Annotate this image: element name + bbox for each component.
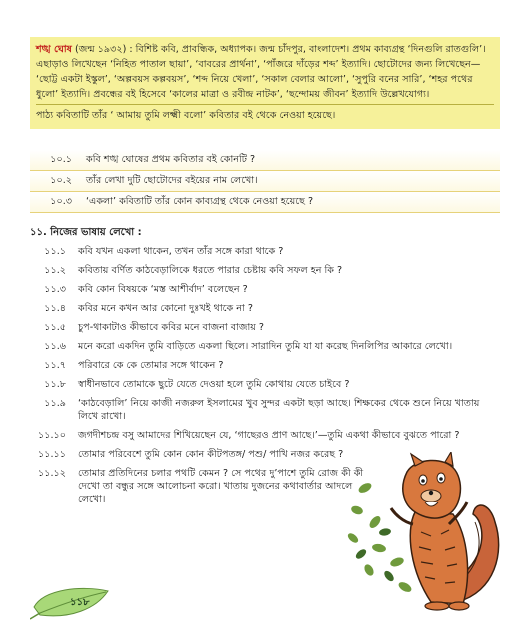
biography-box	[30, 37, 500, 129]
question-text: তোমার পরিবেশে তুমি কোন কোন কীটপতঙ্গ/ পশু/ পাখি নজর করেছ ?	[78, 449, 344, 460]
biography-body: (জন্ম ১৯৩২) : বিশিষ্ট কবি, প্রাবন্ধিক, অধ্যাপক। জন্ম চাঁদপুর, বাংলাদেশ। প্রথম কাব্যগ্রন্থ ‘দিনগুলি রাতগুলি’। এছাড়াও লিখেছেন ‘নিহিত পাতাল ছায়া’, ‘বাবরের প্রার্থনা’, ‘পাঁজরে দাঁড়ের শব্দ’ ইত্যাদি। ছোটোদের জন্য লিখেছেন— ‘ছোট্ট একটা ইস্কুল’, ‘অল্পবয়স কল্পবয়স’, ‘শব্দ নিয়ে খেলা’, ‘সকাল বেলার আলো’, ‘সুপুরি বনের সারি’, ‘শহর পথের ধুলো’ ইত্যাদি। প্রবন্ধের বই হিসেবে ‘কালের মাত্রা ও রবীন্দ্র নাটক’, ‘ছন্দোময় জীবন’ ইত্যাদি উল্লেখযোগ্য।	[36, 44, 486, 100]
question-number: ১০.২	[50, 174, 72, 186]
question-text: কবি কোন বিষয়কে ‘মস্ত আশীর্বাদ’ বলেছেন ?	[78, 284, 248, 295]
question-number: ১১.১০	[38, 430, 66, 441]
question-item	[30, 340, 500, 353]
section-heading: ১১. নিজের ভাষায় লেখো :	[30, 227, 142, 238]
question-item	[30, 378, 500, 391]
question-number: ১১.১১	[38, 449, 66, 460]
source-divider	[36, 104, 494, 105]
question-text: মনে করো একদিন তুমি বাড়িতে একলা ছিলে। সারাদিন তুমি যা যা করেছ দিনলিপির আকারে লেখো।	[78, 341, 453, 352]
question-item	[30, 245, 500, 258]
question-number: ১১.৮	[44, 379, 66, 390]
question-number: ১১.৪	[44, 303, 66, 314]
question-item	[30, 448, 370, 461]
question-row	[30, 192, 500, 213]
question-item	[30, 264, 500, 277]
question-number: ১১.৭	[44, 360, 66, 371]
question-item	[30, 467, 370, 506]
question-text: তোমার প্রতিদিনের চলার পথটি কেমন ? সে পথের দু’পাশে তুমি রোজ কী কী দেখো তা বন্ধুর সঙ্গে আলোচনা করো। খাতায় দুজনের কথাবার্তার আদলে লেখো।	[78, 468, 364, 505]
question-text: কবি শঙ্খ ঘোষের প্রথম কবিতার বই কোনটি ?	[86, 153, 256, 165]
question-text: পরিবারে কে কে তোমার সঙ্গে থাকেন ?	[78, 360, 224, 371]
question-number: ১১.১	[44, 246, 66, 257]
question-number: ১০.১	[50, 153, 72, 165]
question-item	[30, 302, 500, 315]
question-item	[30, 359, 500, 372]
question-text: তাঁর লেখা দুটি ছোটোদের বইয়ের নাম লেখো।	[86, 174, 258, 186]
question-number: ১১.৩	[44, 284, 66, 295]
question-row	[30, 171, 500, 192]
question-text: কবির মনে কখন আর কোনো দুঃখই থাকে না ?	[78, 303, 253, 314]
question-text: স্বাধীনভাবে তোমাকে ছুটে যেতে দেওয়া হলে তুমি কোথায় যেতে চাইবে ?	[78, 379, 350, 390]
question-item	[30, 429, 500, 442]
poet-name: শঙ্খ ঘোষ	[36, 44, 72, 55]
question-text: কবিতায় বর্ণিত কাঠবেড়ালিকে ধরতে পারার চেষ্টায় কবি সফল হন কি ?	[78, 265, 343, 276]
question-10-list	[30, 150, 500, 213]
question-number: ১১.৬	[44, 341, 66, 352]
question-text: ‘একলা’ কবিতাটি তাঁর কোন কাব্যগ্রন্থ থেকে নেওয়া হয়েছে ?	[86, 195, 314, 207]
question-number: ১১.৯	[44, 398, 66, 409]
question-number: ১১.২	[44, 265, 66, 276]
page-number: ১১৮	[70, 597, 90, 608]
question-item	[30, 283, 500, 296]
question-number: ১০.৩	[50, 195, 72, 207]
squirrel-illustration	[345, 452, 505, 620]
source-note: পাঠ্য কবিতাটি তাঁর ‘ আমায় তুমি লক্ষ্মী বলো’ কবিতার বই থেকে নেওয়া হয়েছে।	[36, 110, 336, 121]
page-number-leaf	[30, 585, 112, 621]
biography-text	[36, 42, 494, 102]
question-row	[30, 150, 500, 171]
question-11-list	[30, 245, 480, 512]
question-item	[30, 321, 500, 334]
question-text: চুপ-থাকাটাও কীভাবে কবির মনে বাজনা বাজায় ?	[78, 322, 265, 333]
question-number: ১১.১২	[38, 468, 66, 479]
question-text: ‘কাঠবেড়ালি’ নিয়ে কাজী নজরুল ইসলামের খুব সুন্দর একটা ছড়া আছে। শিক্ষকের থেকে শুনে নিয়ে খাতায় লিখে রাখো।	[78, 398, 480, 422]
question-text: জগদীশচন্দ্র বসু আমাদের শিখিয়েছেন যে, ‘গাছেরও প্রাণ আছে।’—তুমি একথা কীভাবে বুঝতে পারো ?	[78, 430, 460, 441]
question-item	[30, 397, 500, 423]
question-number: ১১.৫	[44, 322, 66, 333]
question-text: কবি যখন একলা থাকেন, তখন তাঁর সঙ্গে কারা থাকে ?	[78, 246, 284, 257]
